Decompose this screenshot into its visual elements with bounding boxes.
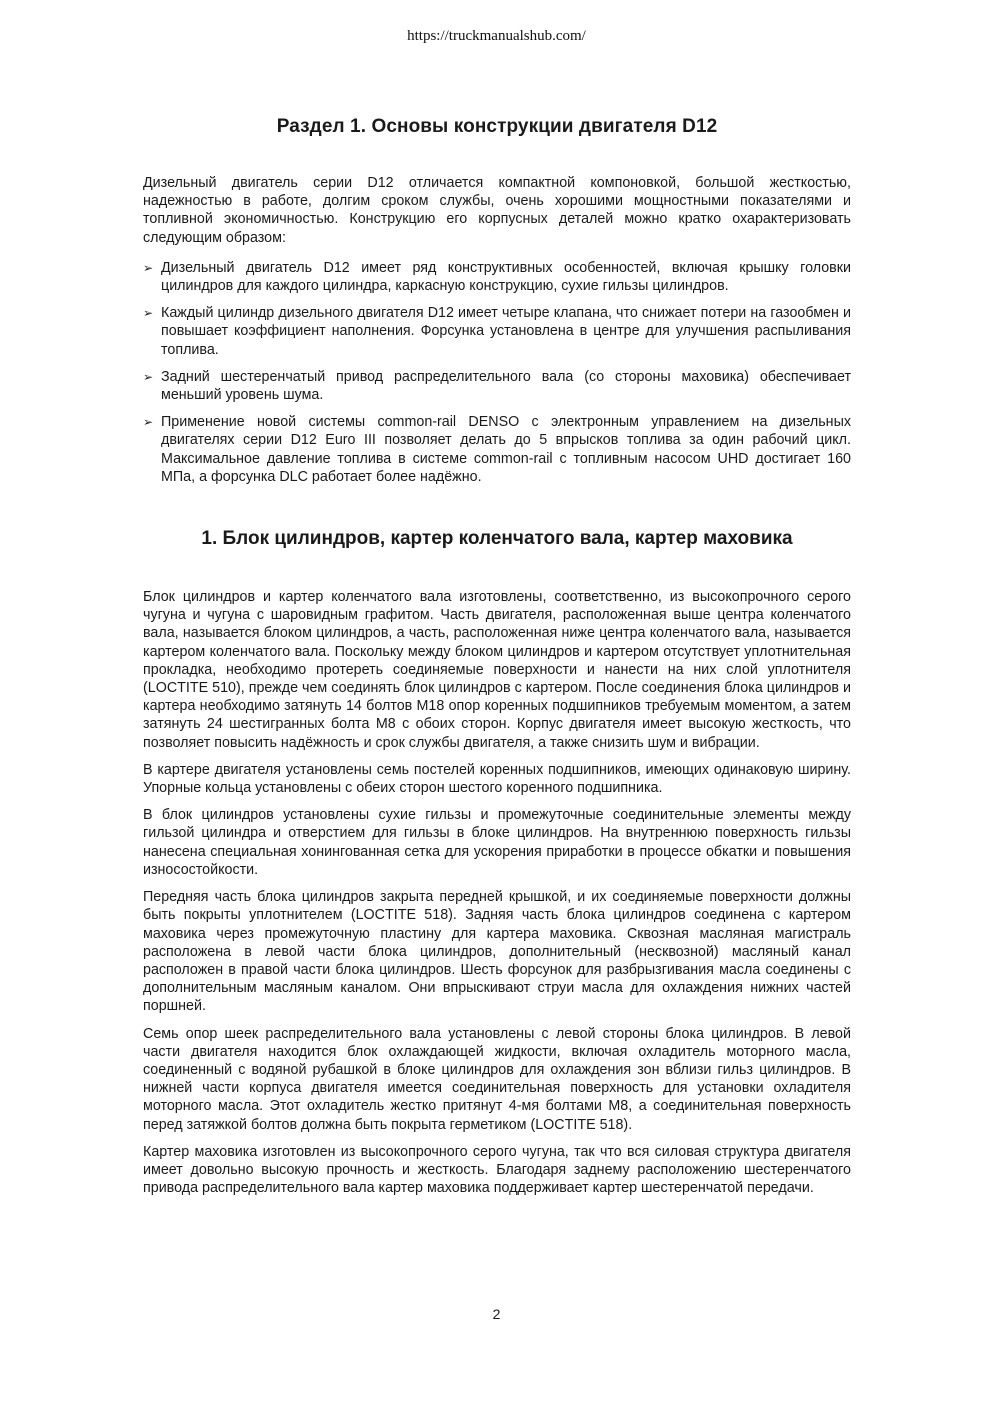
- body-paragraph: В картере двигателя установлены семь постелей коренных подшипников, имеющих одинаковую ширину. Упорные кольца установлены с обеих сторон шестого коренного подшипника.: [143, 761, 851, 797]
- subsection-title: 1. Блок цилиндров, картер коленчатого вала, картер маховика: [201, 528, 793, 550]
- list-item-text: Каждый цилиндр дизельного двигателя D12 имеет четыре клапана, что снижает потери на газообмен и повышает коэффициент наполнения. Форсунка установлена в центре для улучшения распыливания топлива.: [161, 305, 851, 358]
- header-url: https://truckmanualshub.com/: [407, 28, 586, 44]
- body-paragraph: Картер маховика изготовлен из высокопрочного серого чугуна, так что вся силовая структура двигателя имеет довольно высокую прочность и жесткость. Благодаря заднему расположению шестеренчатого привода распределительного вала картер маховика поддерживает картер шестеренчатой передачи.: [143, 1143, 851, 1197]
- body-paragraph: Семь опор шеек распределительного вала установлены с левой стороны блока цилиндров. В левой части двигателя находится блок охлаждающей жидкости, включая охладитель моторного масла, соединенный с водяной рубашкой в блоке цилиндров для охлаждения зон вблизи гильз цилиндров. В нижней части корпуса двигателя имеется соединительная поверхность для установки охладителя моторного масла. Этот охладитель жестко притянут 4-мя болтами M8, а соединительная поверхность перед затяжкой болтов должна быть покрыта герметиком (LOCTITE 518).: [143, 1025, 851, 1133]
- body-paragraph: Передняя часть блока цилиндров закрыта передней крышкой, и их соединяемые поверхности должны быть покрыты уплотнителем (LOCTITE 518). Задняя часть блока цилиндров соединена с картером маховика через промежуточную пластину для картера маховика. Сквозная масляная магистраль расположена в левой части блока цилиндров, дополнительный (несквозной) масляный канал расположен в правой части блока цилиндров. Шесть форсунок для разбрызгивания масла соединены с дополнительным масляным каналом. Они впрыскивают струи масла для охлаждения нижних частей поршней.: [143, 889, 851, 1015]
- page-number: 2: [492, 1306, 501, 1322]
- list-item-text: Задний шестеренчатый привод распределительного вала (со стороны маховика) обеспечивает меньший уровень шума.: [161, 368, 851, 404]
- section-title: Раздел 1. Основы конструкции двигателя D12: [276, 116, 718, 137]
- intro-paragraph: Дизельный двигатель серии D12 отличается компактной компоновкой, большой жесткостью, надежностью в работе, долгим сроком службы, очень хорошими мощностными показателями и топливной экономичностью. Конструкцию его корпусных деталей можно кратко охарактеризовать следующим образом:: [143, 175, 851, 246]
- body-paragraph: Блок цилиндров и картер коленчатого вала изготовлены, соответственно, из высокопрочного серого чугуна и чугуна с шаровидным графитом. Часть двигателя, расположенная выше центра коленчатого вала, называется блоком цилиндров, а часть, расположенная ниже центра коленчатого вала, называется картером коленчатого вала. Поскольку между блоком цилиндров и картером отсутствует уплотнительная прокладка, необходимо протереть соединяемые поверхности и нанести на них слой уплотнителя (LOCTITE 510), прежде чем соединять блок цилиндров с картером. После соединения блока цилиндров и картера необходимо затянуть 14 болтов M18 опор коренных подшипников требуемым моментом, а затем затянуть 24 шестигранных болта M8 с обоих сторон. Корпус двигателя имеет высокую жесткость, что позволяет повысить надёжность и срок службы двигателя, а также снизить шум и вибрации.: [143, 589, 851, 751]
- page-content: [143, 116, 851, 1206]
- arrow-bullet-icon: ➢: [143, 415, 154, 430]
- arrow-bullet-icon: ➢: [143, 260, 154, 275]
- list-item: [143, 368, 851, 404]
- body-paragraph: В блок цилиндров установлены сухие гильзы и промежуточные соединительные элементы между гильзой цилиндра и отверстием для гильзы в блоке цилиндров. На внутреннюю поверхность гильзы нанесена специальная хонингованная сетка для ускорения приработки в процессе обкатки и повышения износостойкости.: [143, 807, 851, 878]
- list-item-text: Применение новой системы common-rail DENSO с электронным управлением на дизельных двигателях серии D12 Euro III позволяет делать до 5 впрысков топлива за один рабочий цикл. Максимальное давление топлива в системе common-rail с топливным насосом UHD достигает 160 МПа, а форсунка DLC работает более надёжно.: [161, 414, 851, 485]
- list-item: [143, 304, 851, 359]
- list-item: [143, 413, 851, 486]
- arrow-bullet-icon: ➢: [143, 369, 154, 384]
- list-item-text: Дизельный двигатель D12 имеет ряд конструктивных особенностей, включая крышку головки цилиндров для каждого цилиндра, каркасную конструкцию, сухие гильзы цилиндров.: [161, 259, 851, 295]
- feature-list: [143, 259, 851, 486]
- arrow-bullet-icon: ➢: [143, 306, 154, 321]
- list-item: [143, 259, 851, 295]
